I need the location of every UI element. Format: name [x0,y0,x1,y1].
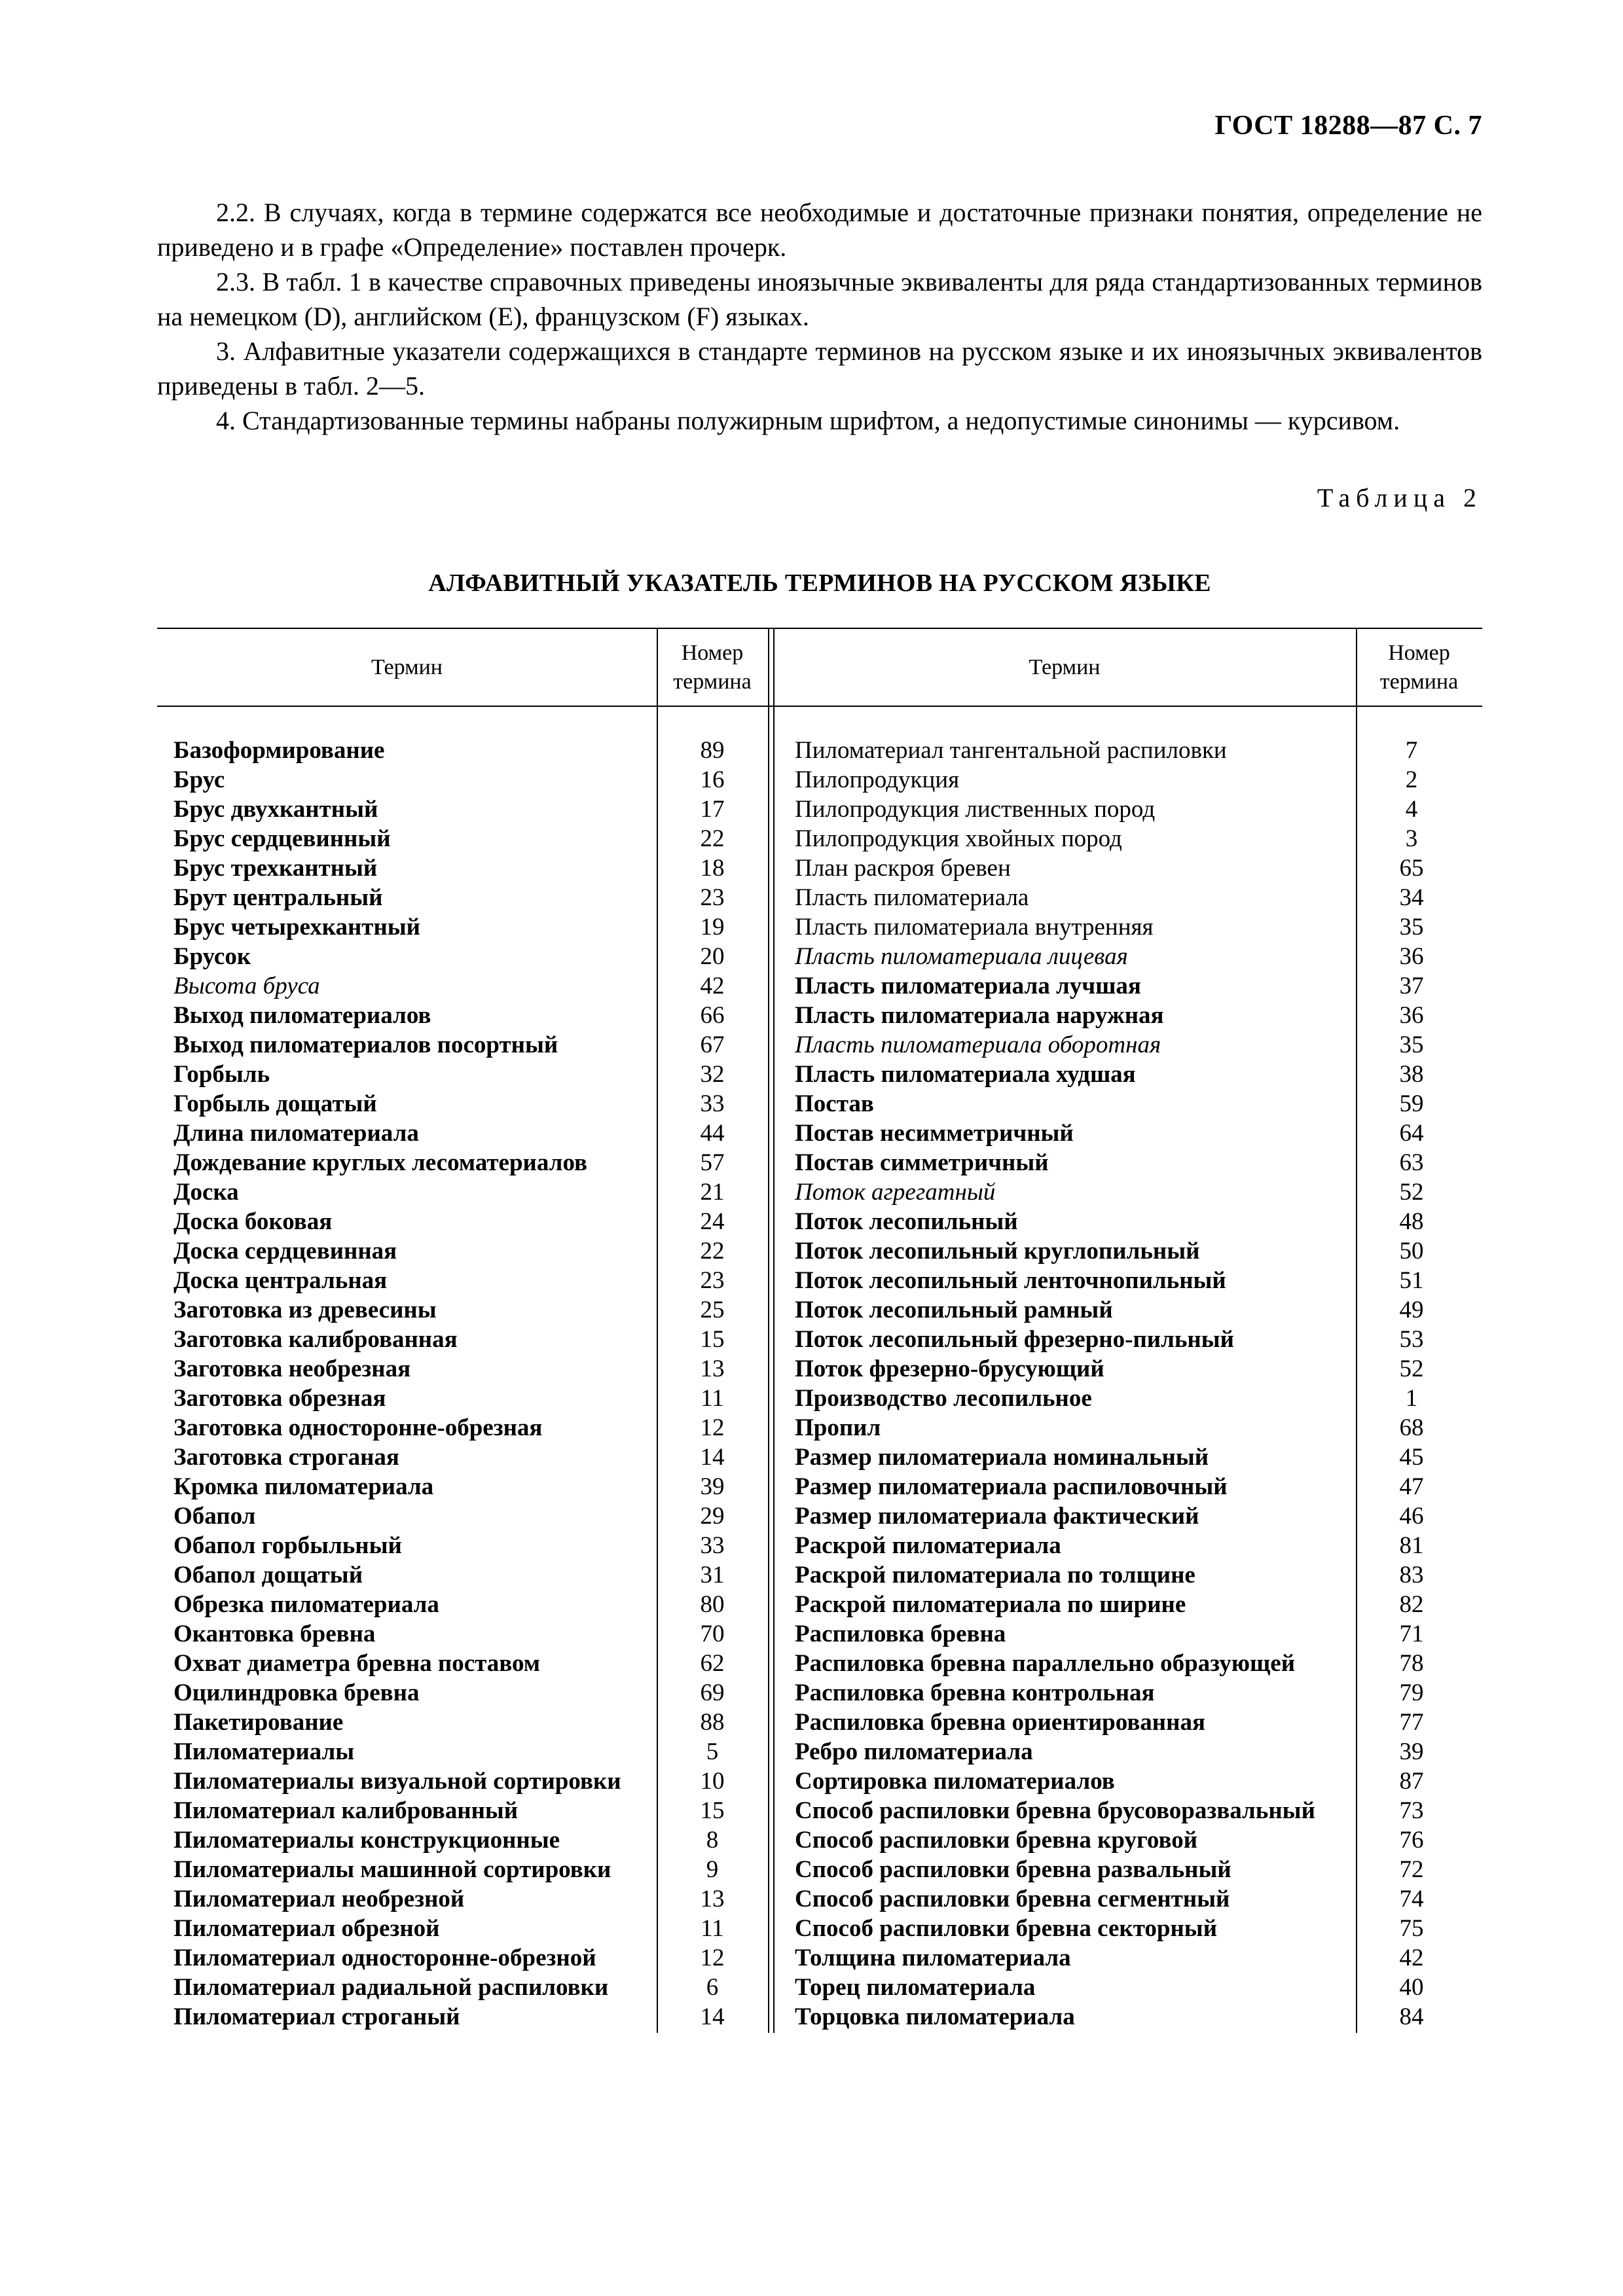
term-number-cell: 78 [1399,1650,1424,1677]
term-number-cell: 12 [700,1414,725,1441]
term-number-cell: 67 [700,1031,725,1058]
table-row [0,1472,1623,1501]
table-row [0,1973,1623,2002]
term-cell: Распиловка бревна контрольная [795,1679,1155,1706]
term-number-cell: 83 [1399,1562,1424,1588]
term-cell: Распиловка бревна параллельно образующей [795,1650,1296,1677]
table-label: Таблица 2 [1317,483,1482,512]
term-number-cell: 29 [700,1503,725,1530]
table-row [0,1148,1623,1177]
term-cell: Пиломатериалы [173,1738,355,1765]
table-row [0,1914,1623,1943]
term-number-cell: 77 [1399,1709,1424,1736]
term-number-cell: 52 [1399,1179,1424,1206]
table-top-rule [157,628,1482,629]
term-cell: План раскроя бревен [795,855,1011,882]
header-term-left: Термин [371,655,443,679]
term-number-cell: 52 [1399,1355,1424,1382]
term-number-cell: 21 [700,1179,725,1206]
term-number-cell: 88 [700,1709,725,1736]
table-row [0,795,1623,824]
term-cell: Горбыль дощатый [173,1090,377,1117]
term-number-cell: 62 [700,1650,725,1677]
term-number-cell: 5 [706,1738,719,1765]
term-cell: Брус [173,766,225,793]
term-number-cell: 31 [700,1562,725,1588]
term-number-cell: 51 [1399,1267,1424,1294]
term-number-cell: 40 [1399,1974,1424,2001]
term-cell: Постав симметричный [795,1149,1049,1176]
term-number-cell: 13 [700,1355,725,1382]
table-row [0,1649,1623,1678]
term-number-cell: 50 [1399,1238,1424,1265]
term-number-cell: 37 [1399,973,1424,999]
term-number-cell: 32 [700,1061,725,1088]
table-row [0,883,1623,912]
term-cell: Доска [173,1179,239,1206]
table-row [0,1884,1623,1914]
term-cell: Окантовка бревна [173,1621,376,1647]
term-number-cell: 81 [1399,1532,1424,1559]
term-number-cell: 84 [1399,2003,1424,2030]
term-cell: Выход пиломатериалов посортный [173,1031,558,1058]
term-cell: Пиломатериал калиброванный [173,1797,519,1824]
term-cell: Пласть пиломатериала наружная [795,1002,1164,1029]
table-row [0,1737,1623,1767]
term-cell: Доска боковая [173,1208,333,1235]
term-number-cell: 19 [700,914,725,941]
term-cell: Пласть пиломатериала [795,884,1029,911]
term-cell: Производство лесопильное [795,1385,1092,1412]
term-cell: Пиломатериалы машинной сортировки [173,1856,611,1883]
paragraph-4: 4. Стандартизованные термины набраны полужирным шрифтом, а недопустимые синонимы — курсивом. [216,406,1400,435]
term-cell: Поток агрегатный [795,1179,996,1206]
term-cell: Пласть пиломатериала внутренняя [795,914,1154,941]
table-row [0,1089,1623,1119]
term-number-cell: 65 [1399,855,1424,882]
term-number-cell: 6 [706,1974,719,2001]
table-row [0,853,1623,883]
term-number-cell: 3 [1405,825,1418,852]
term-cell: Обапол [173,1503,256,1530]
table-title: АЛФАВИТНЫЙ УКАЗАТЕЛЬ ТЕРМИНОВ НА РУССКОМ ЯЗЫКЕ [428,569,1211,597]
term-number-cell: 57 [700,1149,725,1176]
term-cell: Торец пиломатериала [795,1974,1036,2001]
term-cell: Обапол горбыльный [173,1532,402,1559]
table-row [0,1266,1623,1295]
term-cell: Поток лесопильный рамный [795,1297,1113,1323]
term-cell: Постав [795,1090,874,1117]
table-row [0,736,1623,765]
term-cell: Брус сердцевинный [173,825,391,852]
term-cell: Пиломатериал односторонне-обрезной [173,1945,596,1971]
term-number-cell: 42 [700,973,725,999]
term-number-cell: 63 [1399,1149,1424,1176]
table-row [0,1501,1623,1531]
term-cell: Длина пиломатериала [173,1120,419,1147]
term-number-cell: 70 [700,1621,725,1647]
header-number-right: Номер термина [1379,641,1459,694]
table-row [0,971,1623,1001]
table-row [0,1708,1623,1737]
term-number-cell: 33 [700,1090,725,1117]
term-number-cell: 1 [1405,1385,1418,1412]
paragraph-2-2: 2.2. В случаях, когда в термине содержатся все необходимые и достаточные признаки понятия, определение не приведено и в графе «Определение» поставлен прочерк. [157,198,1482,262]
term-cell: Брус четырехкантный [173,914,420,941]
term-number-cell: 16 [700,766,725,793]
term-number-cell: 69 [700,1679,725,1706]
term-number-cell: 66 [700,1002,725,1029]
table-row [0,2002,1623,2032]
term-cell: Пиломатериал необрезной [173,1886,465,1912]
term-cell: Поток лесопильный круглопильный [795,1238,1200,1265]
term-cell: Постав несимметричный [795,1120,1074,1147]
term-cell: Пилопродукция [795,766,960,793]
term-number-cell: 74 [1399,1886,1424,1912]
term-cell: Пиломатериал обрезной [173,1915,440,1942]
term-number-cell: 23 [700,1267,725,1294]
term-cell: Размер пиломатериала фактический [795,1503,1199,1530]
table-row [0,1354,1623,1384]
term-cell: Обрезка пиломатериала [173,1591,439,1618]
table-row [0,1590,1623,1619]
term-cell: Пиломатериал радиальной распиловки [173,1974,609,2001]
term-cell: Размер пиломатериала номинальный [795,1444,1209,1471]
table-row [0,1236,1623,1266]
table-row [0,765,1623,795]
term-cell: Заготовка калиброванная [173,1326,458,1353]
term-number-cell: 4 [1405,796,1418,823]
term-cell: Заготовка из древесины [173,1297,437,1323]
term-cell: Заготовка строганая [173,1444,399,1471]
term-cell: Пиломатериал строганый [173,2003,460,2030]
term-cell: Оцилиндровка бревна [173,1679,420,1706]
header-term-right: Термин [1029,655,1101,679]
table-row [0,912,1623,942]
term-cell: Способ распиловки бревна сегментный [795,1886,1230,1912]
term-cell: Заготовка односторонне-обрезная [173,1414,543,1441]
term-cell: Пиломатериалы конструкционные [173,1827,560,1854]
term-number-cell: 73 [1399,1797,1424,1824]
term-cell: Брус двухкантный [173,796,378,823]
term-cell: Раскрой пиломатериала по толщине [795,1562,1195,1588]
term-cell: Кромка пиломатериала [173,1473,434,1500]
table-row [0,1384,1623,1413]
term-cell: Пласть пиломатериала худшая [795,1061,1136,1088]
term-number-cell: 46 [1399,1503,1424,1530]
term-cell: Пилопродукция лиственных пород [795,796,1156,823]
term-number-cell: 17 [700,796,725,823]
term-number-cell: 39 [1399,1738,1424,1765]
term-number-cell: 36 [1399,1002,1424,1029]
term-cell: Обапол дощатый [173,1562,363,1588]
term-cell: Базоформирование [173,737,385,764]
term-number-cell: 15 [700,1326,725,1353]
table-row [0,1119,1623,1148]
term-cell: Брут центральный [173,884,383,911]
table-row [0,1767,1623,1796]
term-number-cell: 24 [700,1208,725,1235]
term-number-cell: 22 [700,1238,725,1265]
term-cell: Брус трехкантный [173,855,378,882]
term-number-cell: 8 [706,1827,719,1854]
table-header-rule [157,706,1482,707]
term-number-cell: 15 [700,1797,725,1824]
header-number-left: Номер термина [673,641,752,694]
term-cell: Толщина пиломатериала [795,1945,1071,1971]
table-row [0,1207,1623,1236]
term-number-cell: 59 [1399,1090,1424,1117]
term-number-cell: 9 [706,1856,719,1883]
term-number-cell: 2 [1405,766,1418,793]
term-cell: Торцовка пиломатериала [795,2003,1075,2030]
term-number-cell: 53 [1399,1326,1424,1353]
term-cell: Брусок [173,943,251,970]
term-number-cell: 34 [1399,884,1424,911]
term-number-cell: 79 [1399,1679,1424,1706]
term-number-cell: 39 [700,1473,725,1500]
term-number-cell: 11 [701,1915,724,1942]
table-row [0,1678,1623,1708]
term-cell: Поток лесопильный фрезерно-пильный [795,1326,1234,1353]
term-cell: Способ распиловки бревна развальный [795,1856,1231,1883]
term-cell: Раскрой пиломатериала по ширине [795,1591,1186,1618]
term-number-cell: 45 [1399,1444,1424,1471]
term-cell: Способ распиловки бревна брусоворазвальный [795,1797,1315,1824]
term-number-cell: 38 [1399,1061,1424,1088]
term-cell: Пласть пиломатериала лицевая [795,943,1128,970]
term-cell: Пакетирование [173,1709,344,1736]
term-number-cell: 42 [1399,1945,1424,1971]
paragraph-3: 3. Алфавитные указатели содержащихся в стандарте терминов на русском языке и их иноязычных эквивалентов приведены в табл. 2—5. [157,336,1482,401]
term-number-cell: 20 [700,943,725,970]
term-number-cell: 13 [700,1886,725,1912]
term-cell: Доска сердцевинная [173,1238,397,1265]
term-cell: Охват диаметра бревна поставом [173,1650,540,1677]
table-row [0,1060,1623,1089]
term-number-cell: 18 [700,855,725,882]
term-cell: Распиловка бревна ориентированная [795,1709,1205,1736]
term-cell: Заготовка необрезная [173,1355,411,1382]
term-number-cell: 87 [1399,1768,1424,1795]
term-number-cell: 76 [1399,1827,1424,1854]
table-row [0,1295,1623,1325]
term-cell: Распиловка бревна [795,1621,1006,1647]
term-cell: Пиломатериалы визуальной сортировки [173,1768,621,1795]
term-number-cell: 35 [1399,914,1424,941]
table-row [0,1001,1623,1030]
term-cell: Поток лесопильный ленточнопильный [795,1267,1226,1294]
term-cell: Сортировка пиломатериалов [795,1768,1115,1795]
table-row [0,1560,1623,1590]
term-number-cell: 11 [701,1385,724,1412]
term-number-cell: 44 [700,1120,725,1147]
term-cell: Пилопродукция хвойных пород [795,825,1122,852]
term-cell: Ребро пиломатериала [795,1738,1033,1765]
table-row [0,1619,1623,1649]
page-header: ГОСТ 18288—87 С. 7 [1214,111,1482,141]
table-row [0,1325,1623,1354]
term-number-cell: 64 [1399,1120,1424,1147]
term-number-cell: 7 [1405,737,1418,764]
term-cell: Дождевание круглых лесоматериалов [173,1149,587,1176]
table-row [0,1413,1623,1443]
term-number-cell: 25 [700,1297,725,1323]
term-cell: Горбыль [173,1061,270,1088]
table-row [0,1855,1623,1884]
term-number-cell: 36 [1399,943,1424,970]
term-number-cell: 14 [700,1444,725,1471]
table-row [0,1177,1623,1207]
table-row [0,1531,1623,1560]
table-row [0,942,1623,971]
term-cell: Пласть пиломатериала лучшая [795,973,1141,999]
term-number-cell: 49 [1399,1297,1424,1323]
table-row [0,1030,1623,1060]
term-number-cell: 75 [1399,1915,1424,1942]
term-number-cell: 35 [1399,1031,1424,1058]
table-row [0,1796,1623,1825]
term-number-cell: 47 [1399,1473,1424,1500]
paragraph-2-3: 2.3. В табл. 1 в качестве справочных приведены иноязычные эквиваленты для ряда стандартизованных терминов на немецком (D), английском (E), французском (F) языках. [157,267,1482,331]
term-number-cell: 48 [1399,1208,1424,1235]
term-cell: Пиломатериал тангентальной распиловки [795,737,1227,764]
table-row [0,1825,1623,1855]
term-cell: Способ распиловки бревна секторный [795,1915,1218,1942]
term-number-cell: 71 [1399,1621,1424,1647]
term-number-cell: 68 [1399,1414,1424,1441]
term-number-cell: 10 [700,1768,725,1795]
term-number-cell: 22 [700,825,725,852]
term-cell: Заготовка обрезная [173,1385,386,1412]
term-cell: Выход пиломатериалов [173,1002,431,1029]
term-cell: Пропил [795,1414,881,1441]
term-cell: Высота бруса [173,973,320,999]
term-number-cell: 14 [700,2003,725,2030]
term-cell: Доска центральная [173,1267,388,1294]
term-number-cell: 12 [700,1945,725,1971]
term-cell: Способ распиловки бревна круговой [795,1827,1198,1854]
term-number-cell: 89 [700,737,725,764]
term-number-cell: 72 [1399,1856,1424,1883]
term-cell: Поток фрезерно-брусующий [795,1355,1104,1382]
term-number-cell: 33 [700,1532,725,1559]
table-row [0,1443,1623,1472]
term-cell: Пласть пиломатериала оборотная [795,1031,1161,1058]
term-cell: Размер пиломатериала распиловочный [795,1473,1228,1500]
term-number-cell: 80 [700,1591,725,1618]
term-cell: Поток лесопильный [795,1208,1018,1235]
term-cell: Раскрой пиломатериала [795,1532,1061,1559]
term-number-cell: 82 [1399,1591,1424,1618]
term-number-cell: 23 [700,884,725,911]
table-row [0,824,1623,853]
table-row [0,1943,1623,1973]
